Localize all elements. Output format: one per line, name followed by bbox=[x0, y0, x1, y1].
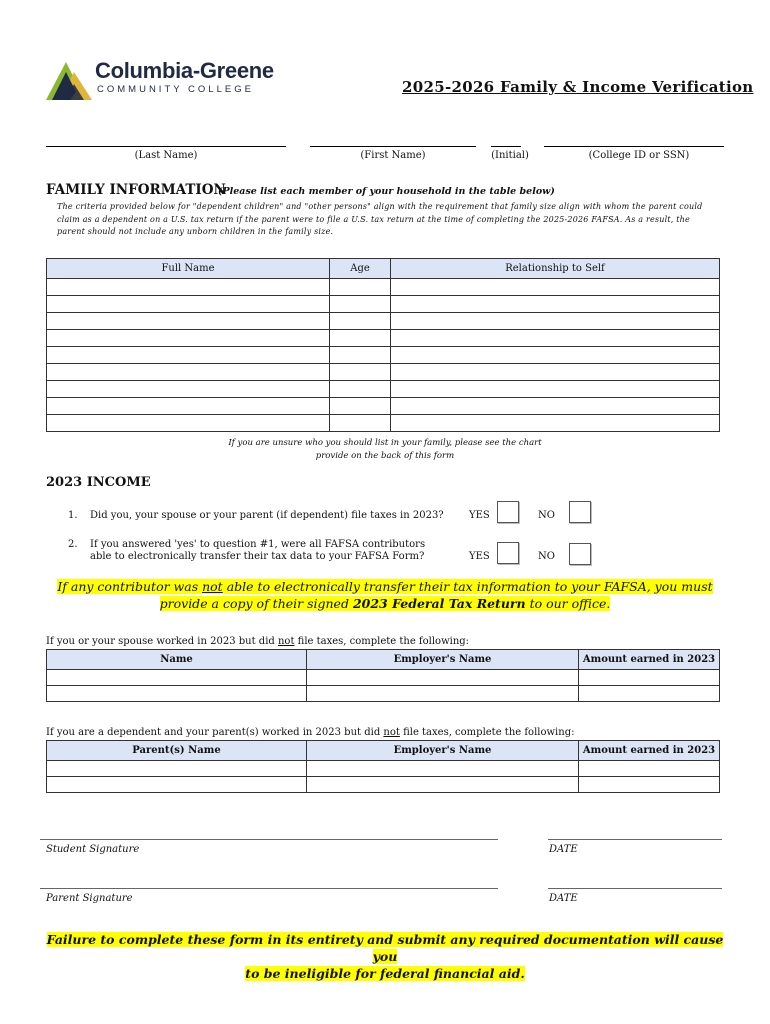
question-2-line-2: able to electronically transfer their tax data to your FAFSA Form? bbox=[90, 551, 425, 562]
input-cell[interactable] bbox=[47, 296, 330, 313]
input-cell[interactable] bbox=[579, 777, 720, 793]
spouse-col-name: Name bbox=[47, 650, 307, 670]
q1-no-label: NO bbox=[538, 510, 555, 521]
input-cell[interactable] bbox=[47, 347, 330, 364]
input-cell[interactable] bbox=[330, 415, 391, 432]
college-logo bbox=[46, 56, 286, 102]
spouse-col-employer: Employer's Name bbox=[307, 650, 579, 670]
family-heading: FAMILY INFORMATION bbox=[46, 182, 226, 198]
input-cell[interactable] bbox=[391, 279, 720, 296]
input-cell[interactable] bbox=[47, 364, 330, 381]
input-cell[interactable] bbox=[330, 330, 391, 347]
input-cell[interactable] bbox=[47, 415, 330, 432]
input-cell[interactable] bbox=[391, 364, 720, 381]
input-cell[interactable] bbox=[47, 761, 307, 777]
input-cell[interactable] bbox=[330, 296, 391, 313]
q2-yes-label: YES bbox=[469, 551, 490, 562]
parent-signature-label: Parent Signature bbox=[46, 893, 133, 904]
warning-text-2a: provide a copy of their signed bbox=[159, 596, 353, 611]
question-2-number: 2. bbox=[68, 539, 78, 550]
parent-employment-table bbox=[46, 740, 720, 793]
form-title: 2025-2026 Family & Income Verification bbox=[402, 78, 754, 96]
parent-signature-line[interactable] bbox=[40, 888, 498, 889]
input-cell[interactable] bbox=[391, 296, 720, 313]
warning-text-1a: If any contributor was bbox=[57, 579, 203, 594]
student-signature-line[interactable] bbox=[40, 839, 498, 840]
student-signature-label: Student Signature bbox=[46, 844, 140, 855]
first-name-label: (First Name) bbox=[360, 150, 426, 161]
input-cell[interactable] bbox=[579, 670, 720, 686]
spouse-intro-b: file taxes, complete the following: bbox=[294, 636, 470, 647]
input-cell[interactable] bbox=[307, 670, 579, 686]
table-row bbox=[47, 313, 720, 330]
input-cell[interactable] bbox=[579, 761, 720, 777]
family-table bbox=[46, 258, 720, 432]
table-row bbox=[47, 761, 720, 777]
ineligibility-line-1: Failure to complete these form in its entirety and submit any required documentation will cause you bbox=[46, 932, 724, 964]
table-row bbox=[47, 670, 720, 686]
input-cell[interactable] bbox=[330, 364, 391, 381]
table-row bbox=[47, 347, 720, 364]
parent-col-amount: Amount earned in 2023 bbox=[579, 741, 720, 761]
input-cell[interactable] bbox=[391, 330, 720, 347]
input-cell[interactable] bbox=[330, 398, 391, 415]
q2-yes-checkbox[interactable] bbox=[497, 542, 519, 564]
logo-subtitle: COMMUNITY COLLEGE bbox=[97, 84, 254, 95]
last-name-label: (Last Name) bbox=[134, 150, 198, 161]
spouse-intro-not: not bbox=[277, 636, 295, 647]
table-row bbox=[47, 330, 720, 347]
first-name-field[interactable] bbox=[310, 146, 476, 147]
student-date-label: DATE bbox=[549, 844, 578, 855]
question-1-number: 1. bbox=[68, 510, 78, 521]
income-heading: 2023 INCOME bbox=[46, 475, 151, 490]
q1-yes-label: YES bbox=[469, 510, 490, 521]
initial-field[interactable] bbox=[491, 146, 521, 147]
initial-label: (Initial) bbox=[491, 150, 529, 161]
table-row bbox=[47, 777, 720, 793]
parent-col-employer: Employer's Name bbox=[307, 741, 579, 761]
tax-return-warning bbox=[46, 578, 724, 612]
parent-intro-not: not bbox=[383, 727, 400, 738]
input-cell[interactable] bbox=[391, 313, 720, 330]
input-cell[interactable] bbox=[47, 279, 330, 296]
input-cell[interactable] bbox=[47, 686, 307, 702]
unsure-line-2: provide on the back of this form bbox=[315, 450, 455, 461]
parent-intro-b: file taxes, complete the following: bbox=[399, 727, 575, 738]
table-row bbox=[47, 381, 720, 398]
spouse-intro-a: If you or your spouse worked in 2023 but did bbox=[46, 636, 278, 647]
input-cell[interactable] bbox=[330, 279, 391, 296]
input-cell[interactable] bbox=[47, 381, 330, 398]
input-cell[interactable] bbox=[391, 398, 720, 415]
col-full-name: Full Name bbox=[47, 259, 330, 279]
family-note: (Please list each member of your household in the table below) bbox=[218, 186, 555, 197]
warning-text-1b: able to electronically transfer their tax information to your FAFSA, you must bbox=[222, 579, 713, 594]
logo-name: Columbia-Greene bbox=[95, 58, 274, 83]
input-cell[interactable] bbox=[391, 415, 720, 432]
warning-text-bold: 2023 Federal Tax Return bbox=[352, 596, 526, 611]
table-row bbox=[47, 415, 720, 432]
input-cell[interactable] bbox=[47, 330, 330, 347]
warning-text-2b: to our office. bbox=[525, 596, 611, 611]
col-relationship: Relationship to Self bbox=[391, 259, 720, 279]
parent-date-line[interactable] bbox=[548, 888, 722, 889]
spouse-intro bbox=[46, 636, 469, 647]
input-cell[interactable] bbox=[307, 777, 579, 793]
input-cell[interactable] bbox=[391, 381, 720, 398]
table-row bbox=[47, 296, 720, 313]
input-cell[interactable] bbox=[330, 313, 391, 330]
student-date-line[interactable] bbox=[548, 839, 722, 840]
table-row bbox=[47, 686, 720, 702]
college-id-field[interactable] bbox=[544, 146, 724, 147]
input-cell[interactable] bbox=[47, 777, 307, 793]
family-criteria: The criteria provided below for "dependent children" and "other persons" align with the requirement that family size align with whom the parent could claim as a dependent on a U.S. tax return if the parent were to file a U.S. tax return at the time of completing the 2025-2026 FAFSA. As a result, the parent should not include any unborn children in the family size. bbox=[57, 202, 703, 236]
spouse-employment-table bbox=[46, 649, 720, 702]
q2-no-label: NO bbox=[538, 551, 555, 562]
question-2-line-1: If you answered 'yes' to question #1, were all FAFSA contributors bbox=[90, 539, 426, 550]
input-cell[interactable] bbox=[391, 347, 720, 364]
input-cell[interactable] bbox=[47, 398, 330, 415]
table-row bbox=[47, 279, 720, 296]
ineligibility-line-2: to be ineligible for federal financial aid. bbox=[245, 966, 525, 981]
spouse-col-amount: Amount earned in 2023 bbox=[579, 650, 720, 670]
last-name-field[interactable] bbox=[46, 146, 286, 147]
input-cell[interactable] bbox=[47, 313, 330, 330]
logo-mountain-icon bbox=[46, 58, 96, 100]
warning-text-not: not bbox=[202, 579, 223, 594]
ineligibility-warning bbox=[46, 931, 724, 982]
parent-date-label: DATE bbox=[549, 893, 578, 904]
input-cell[interactable] bbox=[307, 761, 579, 777]
input-cell[interactable] bbox=[47, 670, 307, 686]
unsure-line-1: If you are unsure who you should list in your family, please see the chart bbox=[228, 438, 542, 448]
q1-no-checkbox[interactable] bbox=[569, 501, 591, 523]
table-row bbox=[47, 398, 720, 415]
input-cell[interactable] bbox=[579, 686, 720, 702]
input-cell[interactable] bbox=[330, 347, 391, 364]
q2-no-checkbox[interactable] bbox=[569, 543, 591, 565]
parent-col-name: Parent(s) Name bbox=[47, 741, 307, 761]
input-cell[interactable] bbox=[330, 381, 391, 398]
input-cell[interactable] bbox=[307, 686, 579, 702]
table-row bbox=[47, 364, 720, 381]
parent-intro-a: If you are a dependent and your parent(s) worked in 2023 but did bbox=[46, 727, 384, 738]
unsure-note bbox=[210, 437, 560, 462]
parent-intro bbox=[46, 727, 574, 738]
question-1-text: Did you, your spouse or your parent (if dependent) file taxes in 2023? bbox=[90, 510, 444, 521]
college-id-label: (College ID or SSN) bbox=[588, 150, 690, 161]
q1-yes-checkbox[interactable] bbox=[497, 501, 519, 523]
col-age: Age bbox=[330, 259, 391, 279]
